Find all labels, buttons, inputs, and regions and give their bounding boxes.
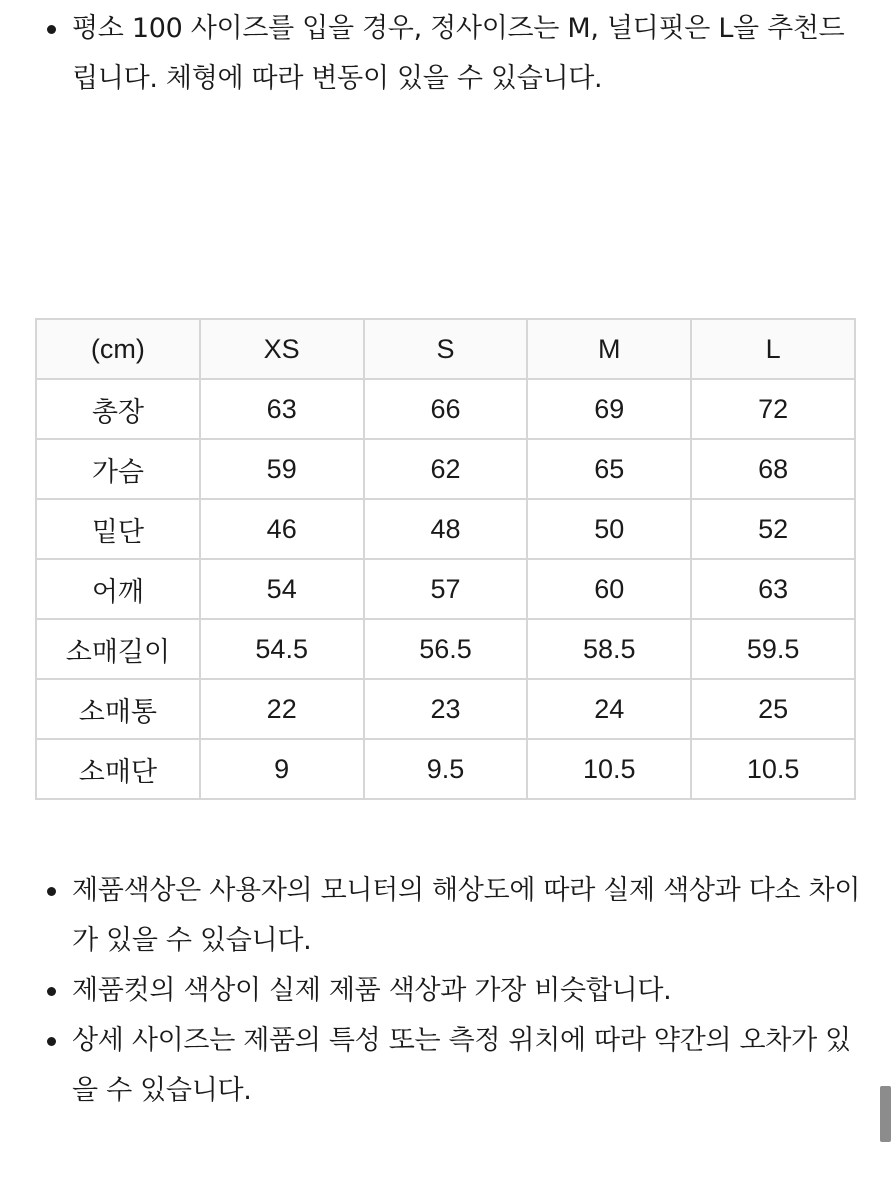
note-item: 제품색상은 사용자의 모니터의 해상도에 따라 실제 색상과 다소 차이가 있을 수 있습니다. [44,866,864,966]
table-cell: 24 [527,679,691,739]
row-label: 어깨 [36,559,200,619]
table-cell: 63 [200,379,364,439]
table-cell: 25 [691,679,855,739]
table-cell: 60 [527,559,691,619]
header-size-m: M [527,319,691,379]
header-unit: (cm) [36,319,200,379]
table-row [36,679,855,739]
row-label: 총장 [36,379,200,439]
note-item: 평소 100 사이즈를 입을 경우, 정사이즈는 M, 널디핏은 L을 추천드립니다. 체형에 따라 변동이 있을 수 있습니다. [44,4,864,104]
table-cell: 56.5 [364,619,528,679]
row-label: 소매단 [36,739,200,799]
table-row [36,439,855,499]
header-size-l: L [691,319,855,379]
table-row [36,739,855,799]
table-cell: 10.5 [691,739,855,799]
scrollbar-thumb[interactable] [880,1086,891,1142]
table-cell: 72 [691,379,855,439]
row-label: 밑단 [36,499,200,559]
table-cell: 59 [200,439,364,499]
table-cell: 22 [200,679,364,739]
table-cell: 9.5 [364,739,528,799]
table-cell: 54 [200,559,364,619]
header-size-xs: XS [200,319,364,379]
table-cell: 63 [691,559,855,619]
table-cell: 54.5 [200,619,364,679]
table-cell: 57 [364,559,528,619]
table-cell: 69 [527,379,691,439]
note-item: 상세 사이즈는 제품의 특성 또는 측정 위치에 따라 약간의 오차가 있을 수 있습니다. [44,1016,864,1116]
note-item: 제품컷의 색상이 실제 제품 색상과 가장 비슷합니다. [44,966,864,1016]
size-recommendation-notes [44,4,864,104]
table-cell: 10.5 [527,739,691,799]
table-cell: 66 [364,379,528,439]
table-cell: 65 [527,439,691,499]
table-row [36,379,855,439]
row-label: 소매길이 [36,619,200,679]
table-row [36,619,855,679]
table-row [36,559,855,619]
table-cell: 9 [200,739,364,799]
table-cell: 59.5 [691,619,855,679]
table-cell: 62 [364,439,528,499]
product-notice-notes [44,866,864,1116]
size-chart-table [35,318,856,800]
row-label: 가슴 [36,439,200,499]
row-label: 소매통 [36,679,200,739]
table-cell: 23 [364,679,528,739]
table-cell: 48 [364,499,528,559]
table-row [36,499,855,559]
table-cell: 58.5 [527,619,691,679]
table-header-row [36,319,855,379]
table-cell: 52 [691,499,855,559]
table-cell: 68 [691,439,855,499]
table-cell: 50 [527,499,691,559]
table-cell: 46 [200,499,364,559]
header-size-s: S [364,319,528,379]
